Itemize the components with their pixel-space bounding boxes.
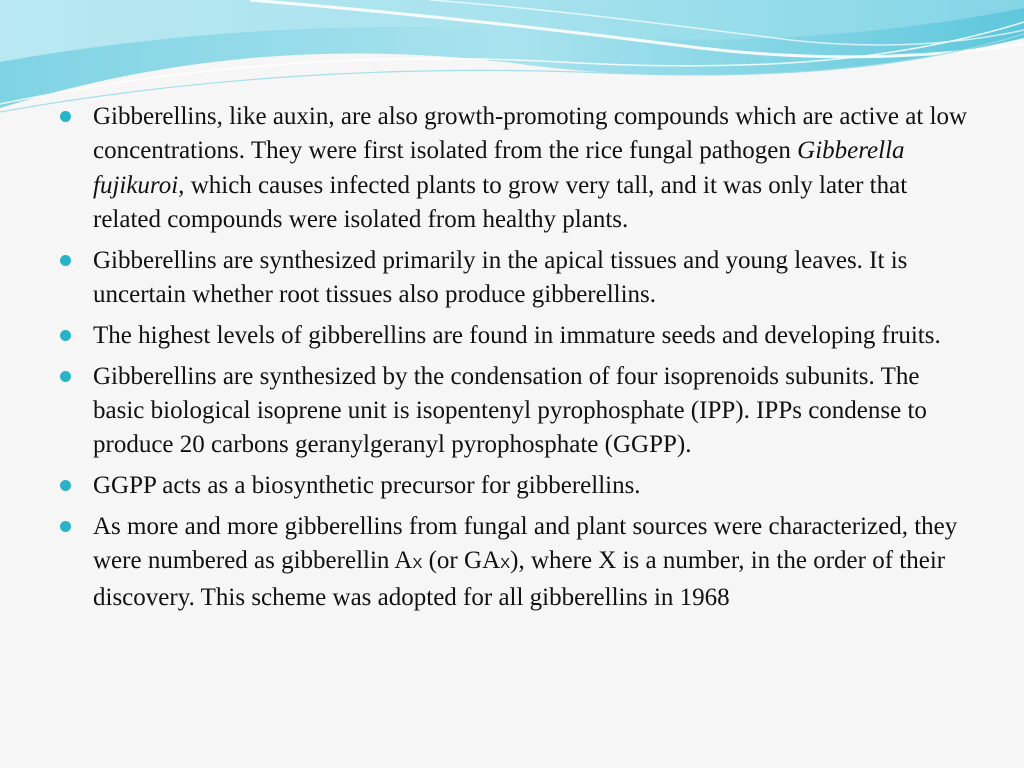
bullet-item xyxy=(58,510,968,616)
bullet-text: Gibberellins, like auxin, are also growth-promoting compounds which are active at low concentrations. They were first isolated from the rice fungal pathogen xyxy=(93,103,968,165)
bullet-item xyxy=(58,100,968,237)
bullet-text: Gibberellins are synthesized by the condensation of four isoprenoids subunits. The basic biological isoprene unit is isopentenyl pyrophosphate (IPP). IPPs condense to produce 20 carbons geranylgeranyl pyrophosphate (GGPP). xyxy=(93,362,927,459)
bullet-item xyxy=(58,469,968,503)
bullet-list xyxy=(58,100,968,622)
bullet-text: which causes infected plants to grow very tall, and it was only later that related compounds were isolated from healthy plants. xyxy=(93,171,908,233)
bullet-dot-icon xyxy=(60,111,71,122)
bullet-item xyxy=(58,244,968,313)
bullet-text: As more and more gibberellins from fungal and plant sources were characterized, they were numbered as gibberellin A xyxy=(93,512,958,575)
bullet-text: GGPP acts as a biosynthetic precursor for gibberellins. xyxy=(93,471,641,499)
bullet-text: Gibberella fujikuroi, xyxy=(93,137,905,199)
bullet-text: The highest levels of gibberellins are found in immature seeds and developing fruits. xyxy=(93,321,941,349)
bullet-item xyxy=(58,319,968,353)
bullet-text: Gibberellins are synthesized primarily in the apical tissues and young leaves. It is uncertain whether root tissues also produce gibberellins. xyxy=(93,246,908,308)
bullet-text: (or GA xyxy=(422,547,501,575)
bullet-dot-icon xyxy=(60,330,71,341)
bullet-text: ), where X is a number, in the order of their discovery. This scheme was adopted for all gibberellins in 1968 xyxy=(93,547,946,612)
bullet-text: X xyxy=(412,555,423,573)
bullet-dot-icon xyxy=(60,480,71,491)
bullet-dot-icon xyxy=(60,371,71,382)
bullet-dot-icon xyxy=(60,255,71,266)
bullet-text: X xyxy=(500,555,511,573)
bullet-item xyxy=(58,360,968,463)
bullet-dot-icon xyxy=(60,521,71,532)
